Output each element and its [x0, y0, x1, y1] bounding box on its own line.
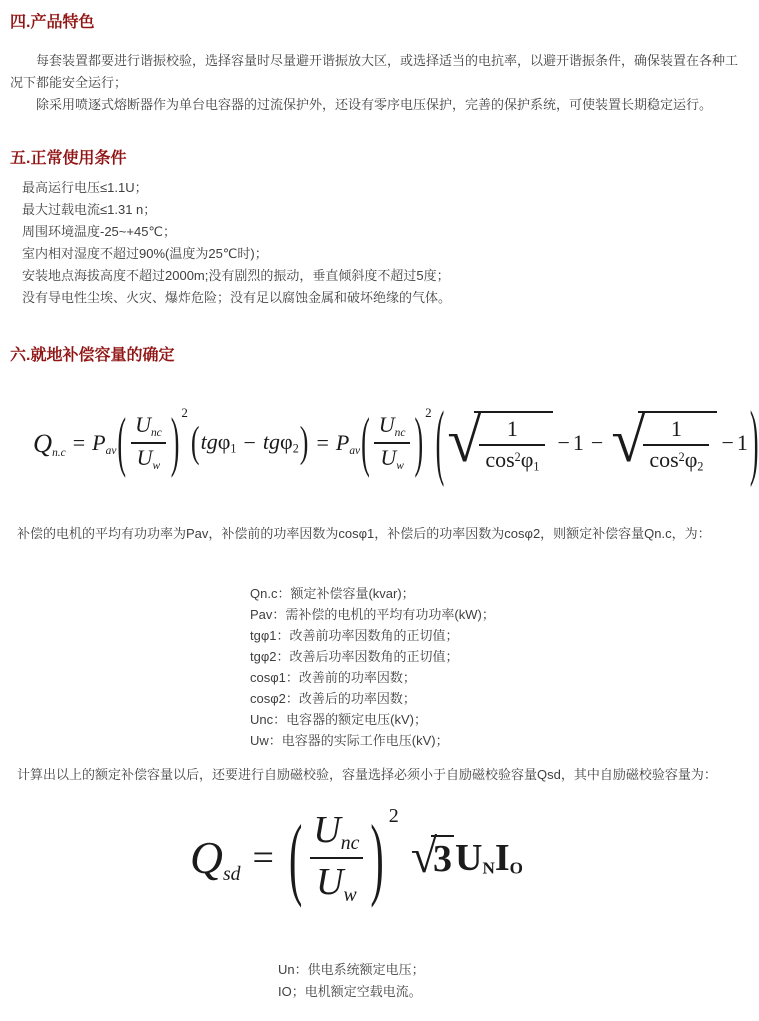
left-paren: (	[117, 404, 127, 479]
fraction-numerator	[129, 411, 168, 442]
math-term-pav	[336, 430, 360, 457]
left-paren: (	[288, 805, 303, 909]
symbol-definitions-list	[250, 583, 750, 751]
math-subscript: w	[396, 460, 404, 472]
right-paren: )	[414, 404, 424, 479]
math-token: U	[378, 412, 395, 438]
math-token: U	[380, 445, 397, 470]
definition-item: Unc：电容器的额定电压(kV)；	[250, 712, 427, 727]
fraction-denominator	[643, 444, 709, 475]
math-subscript: 2	[697, 459, 704, 474]
section4-heading: 四.产品特色	[10, 14, 95, 31]
math-token: 3	[433, 838, 453, 880]
math-token: P	[92, 429, 106, 455]
minus-sign: −	[243, 430, 256, 455]
math-subscript: 1	[230, 441, 237, 456]
radicand	[474, 411, 553, 475]
math-subscript: nc	[340, 832, 360, 855]
math-term-qnc	[33, 428, 66, 459]
fraction-denominator	[131, 442, 167, 475]
phi-symbol: φ	[520, 446, 534, 472]
phi-symbol: φ	[217, 429, 231, 455]
math-term-qsd	[190, 831, 241, 886]
math-token: U	[316, 861, 344, 903]
formula-rated-compensation-capacity	[33, 387, 759, 499]
left-paren: (	[190, 418, 200, 467]
radical-sign: √	[410, 830, 438, 883]
section4-paragraph-2: 除采用喷逐式熔断器作为单台电容器的过流保护外，还设有零序电压保护，完善的保护系统，可使装置长期稳定运行。	[36, 97, 713, 112]
math-term-tgphi2	[263, 429, 299, 457]
exponent: 2	[388, 804, 399, 827]
condition-item: 周围环境温度-25~+45℃；	[22, 224, 177, 239]
math-subscript: 2	[292, 441, 299, 456]
fraction-one-over-cos2phi1	[479, 415, 545, 475]
math-subscript: av	[105, 444, 117, 457]
math-subscript: 1	[533, 459, 540, 474]
math-subscript: n.c	[52, 446, 66, 459]
math-token: 1	[572, 430, 584, 455]
definition-item: Qn.c：额定补偿容量(kvar)；	[250, 586, 415, 601]
math-subscript: w	[152, 460, 161, 472]
math-token: 1	[736, 430, 748, 455]
radicand	[638, 411, 717, 475]
formula-self-excitation-check-capacity	[190, 804, 750, 909]
equals-sign: =	[316, 430, 329, 455]
math-token: U	[136, 445, 153, 470]
fraction-unc-uw	[373, 411, 412, 474]
definition-item: Uw：电容器的实际工作电压(kV)；	[250, 733, 449, 748]
math-token: Q	[190, 831, 223, 883]
math-token: U	[313, 809, 341, 852]
minus-sign: −	[590, 430, 604, 455]
math-subscript: av	[349, 444, 361, 457]
minus-sign: −	[557, 430, 570, 455]
equals-sign: =	[252, 837, 274, 879]
fraction-unc-uw	[307, 807, 365, 908]
math-token: P	[335, 429, 350, 455]
math-term-un	[455, 836, 495, 880]
minus-sign: −	[721, 430, 734, 455]
section4-paragraph-1: 每套装置都要进行谐振校验，选择容量时尽量避开谐振放大区，或选择适当的电抗率，以避开谐振条件，确保装置在各种工况下都能安全运行；	[10, 53, 739, 90]
math-token: tg	[200, 429, 218, 455]
math-token: U	[455, 837, 483, 879]
math-token: I	[494, 837, 510, 879]
definition-item: Pav：需补偿的电机的平均有功功率(kW)；	[250, 607, 495, 622]
condition-item: 没有导电性尘埃、火灾、爆炸危险；没有足以腐蚀金属和破坏绝缘的气体。	[22, 290, 452, 305]
condition-item: 安装地点海拔高度不超过2000m;没有剧烈的振动，垂直倾斜度不超过5度；	[22, 268, 450, 283]
radical-sign: √	[447, 406, 482, 475]
section5-heading: 五.正常使用条件	[10, 150, 127, 167]
phi-symbol: φ	[684, 446, 698, 472]
math-token: cos	[485, 446, 515, 472]
math-token: cos	[649, 446, 679, 472]
right-paren: )	[370, 805, 384, 909]
sqrt-term-2	[611, 406, 717, 475]
condition-item: 室内相对湿度不超过90%(温度为25℃时)；	[22, 246, 268, 261]
math-subscript: sd	[222, 862, 241, 885]
definition-item: tgφ1：改善前功率因数角的正切值；	[250, 628, 459, 643]
condition-item: 最大过载电流≤1.31 n；	[22, 202, 157, 217]
definition-item: cosφ1：改善前的功率因数；	[250, 670, 416, 685]
math-superscript: 2	[678, 449, 685, 464]
math-token: tg	[262, 429, 281, 455]
exponent: 2	[425, 405, 432, 420]
fraction-numerator: 1	[506, 416, 518, 442]
note-item: Un：供电系统额定电压；	[278, 962, 425, 977]
math-superscript: 2	[514, 449, 521, 464]
right-paren: )	[749, 394, 759, 489]
math-subscript: w	[343, 883, 357, 906]
phi-symbol: φ	[280, 429, 293, 455]
math-subscript: N	[482, 858, 495, 878]
math-subscript: O	[509, 858, 523, 878]
section6-paragraph-2: 计算出以上的额定补偿容量以后，还要进行自励磁校验，容量选择必须小于自励磁校验容量Qsd，其中自励磁校验容量为：	[17, 767, 717, 782]
sqrt-three-term	[410, 830, 454, 883]
right-paren: )	[299, 418, 309, 467]
condition-item: 最高运行电压≤1.1U；	[22, 180, 148, 195]
fraction-numerator	[307, 807, 365, 857]
math-subscript: nc	[150, 427, 162, 440]
section6-heading: 六.就地补偿容量的确定	[10, 347, 175, 364]
right-paren: )	[170, 404, 180, 479]
fraction-denominator	[310, 857, 363, 909]
section5-conditions-list	[22, 177, 750, 309]
definition-item: cosφ2：改善后的功率因数；	[250, 691, 416, 706]
fraction-denominator	[374, 442, 410, 475]
sqrt-term-1	[447, 406, 553, 475]
section6-paragraph-1: 补偿的电机的平均有功功率为Pav，补偿前的功率因数为cosφ1，补偿后的功率因数为cosφ2，则额定补偿容量Qn.c，为：	[17, 526, 711, 541]
left-paren: (	[435, 394, 445, 489]
fraction-numerator	[373, 411, 412, 442]
fraction-one-over-cos2phi2	[643, 415, 709, 475]
math-token: Q	[33, 427, 53, 458]
math-subscript: nc	[394, 427, 406, 440]
math-term-tgphi1	[201, 429, 237, 457]
equals-sign: =	[72, 430, 86, 455]
formula2-notes	[278, 959, 750, 1003]
definition-item: tgφ2：改善后功率因数角的正切值；	[250, 649, 459, 664]
fraction-numerator: 1	[670, 416, 682, 442]
left-paren: (	[361, 404, 370, 479]
radical-sign: √	[611, 406, 646, 475]
fraction-unc-uw	[129, 411, 168, 474]
math-term-io	[495, 836, 523, 880]
math-token: U	[135, 412, 151, 438]
note-item: IO；电机额定空载电流。	[278, 984, 422, 999]
fraction-denominator	[479, 444, 545, 475]
math-term-pav	[92, 430, 116, 457]
exponent: 2	[181, 405, 188, 420]
